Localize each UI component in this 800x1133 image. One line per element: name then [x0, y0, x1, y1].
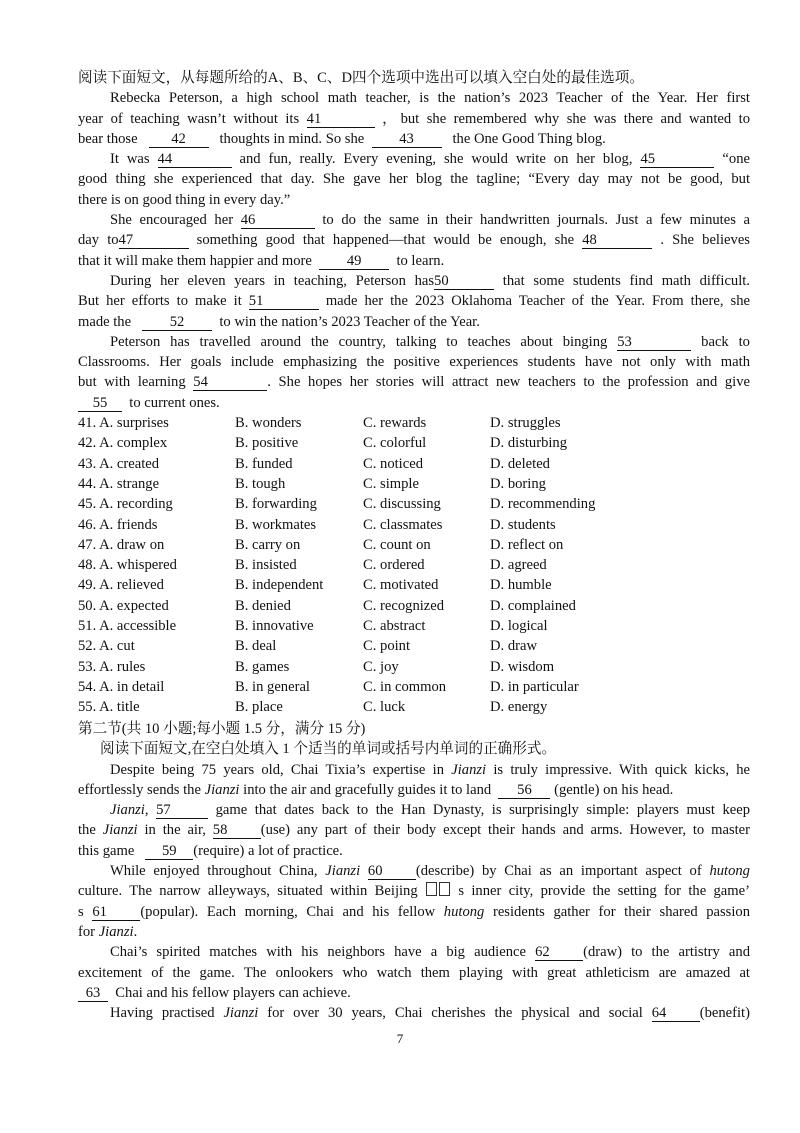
options-row-55: 55. A. title B. place C. luck D. energy [78, 699, 548, 716]
cloze-paragraph-4: During her eleven years in teaching, Peterson has50 that some students find math difficult. But her efforts to make it 51 made her the 2023 Oklahoma Teacher of the Year. From there, she made the 52 to win the nation’s 2023 Teacher of the Year. [78, 272, 750, 330]
blank-52[interactable]: 52 [142, 315, 212, 331]
blank-47[interactable]: 47 [119, 233, 189, 249]
blank-46[interactable]: 46 [241, 213, 315, 229]
section-heading: 第二节(共 10 小题;每小题 1.5 分，满分 15 分) [78, 721, 366, 737]
blank-50[interactable]: 50 [434, 274, 494, 290]
options-row-48: 48. A. whispered B. insisted C. ordered D. agreed [78, 557, 547, 574]
cloze-paragraph-5: Peterson has travelled around the country, talking to teaches about binging 53 back to Classrooms. Her goals include emphasizing the positive experiences students have not only with math but with learning 54 . She hopes her stories will attract new teachers to the profession and give 55 to current ones. [78, 333, 750, 411]
blank-54[interactable]: 54 [193, 375, 267, 391]
options-row-53: 53. A. rules B. games C. joy D. wisdom [78, 658, 555, 675]
grammar-paragraph-5: Having practised Jianzi for over 30 years, Chai cherishes the physical and social 64 (benefit) [110, 1005, 750, 1022]
blank-41[interactable]: 41 [307, 112, 375, 128]
options-row-46: 46. A. friends B. workmates C. classmates D. students [78, 516, 556, 533]
instructions: 阅读下面短文，从每题所给的A、B、C、D四个选项中选出可以填入空白处的最佳选项。 [78, 70, 644, 86]
section-instructions: 阅读下面短文,在空白处填入 1 个适当的单词或括号内单词的正确形式。 [100, 741, 557, 758]
blank-42[interactable]: 42 [149, 132, 209, 148]
blank-57[interactable]: 57 [156, 803, 208, 819]
blank-55[interactable]: 55 [78, 396, 122, 412]
grammar-section [78, 719, 750, 1023]
blank-63[interactable]: 63 [78, 986, 108, 1002]
options-row-49: 49. A. relieved B. independent C. motivated D. humble [78, 577, 552, 594]
options-row-47: 47. A. draw on B. carry on C. count on D. reflect on [78, 536, 564, 553]
cloze-paragraph-2: It was 44 and fun, really. Every evening, she would write on her blog, 45 “one good thing she experienced that day. She gave her blog the tagline; “Every day may not be good, but there is on good thing in every day.” [78, 151, 750, 208]
blank-56[interactable]: 56 [498, 783, 550, 799]
cloze-paragraph-3: She encouraged her 46 to do the same in their handwritten journals. Just a few minutes a day to47 something good that happened—that would be enough, she 48 . She believes that it will make them happier and more 49 to learn. [78, 212, 750, 269]
options-row-52: 52. A. cut B. deal C. point D. draw [78, 638, 538, 655]
garbled-glyphs [425, 883, 451, 899]
cloze-section [78, 68, 750, 718]
options-row-43: 43. A. created B. funded C. noticed D. deleted [78, 455, 550, 472]
blank-45[interactable]: 45 [640, 152, 714, 168]
blank-64[interactable]: 64 [652, 1006, 700, 1022]
grammar-paragraph-2: Jianzi, 57 game that dates back to the Han Dynasty, is surprisingly simple: players must keep the Jianzi in the air, 58 (use) any part of their body except their hands and arms. However, to master this game 59 (require) a lot of practice. [78, 802, 751, 859]
cloze-paragraph-1: Rebecka Peterson, a high school math teacher, is the nation’s 2023 Teacher of the Year. Her first year of teaching wasn’t without its 41 ，but she remembered why she was there and wanted to bear those 42 thoughts in mind. So she 43 the One Good Thing blog. [78, 90, 751, 147]
blank-62[interactable]: 62 [535, 945, 583, 961]
text-line: Rebecka Peterson, a high school math teacher, is the nation’s 2023 Teacher of the Year. Her first [110, 90, 750, 107]
options-row-44: 44. A. strange B. tough C. simple D. boring [78, 475, 546, 492]
blank-58[interactable]: 58 [213, 823, 261, 839]
grammar-paragraph-1: Despite being 75 years old, Chai Tixia’s expertise in Jianzi is truly impressive. With quick kicks, he effortlessly sends the Jianzi into the air and gracefully guides it to land 56 (gentle) on his head. [78, 761, 751, 798]
blank-44[interactable]: 44 [158, 152, 232, 168]
options-list [78, 413, 750, 717]
options-row-42: 42. A. complex B. positive C. colorful D. disturbing [78, 435, 568, 452]
blank-48[interactable]: 48 [582, 233, 652, 249]
page-number: 7 [396, 1031, 404, 1046]
options-row-45: 45. A. recording B. forwarding C. discussing D. recommending [78, 496, 596, 513]
blank-43[interactable]: 43 [372, 132, 442, 148]
blank-51[interactable]: 51 [249, 294, 319, 310]
options-row-50: 50. A. expected B. denied C. recognized D. complained [78, 597, 576, 614]
blank-49[interactable]: 49 [319, 254, 389, 270]
options-row-54: 54. A. in detail B. in general C. in common D. in particular [78, 678, 579, 695]
grammar-paragraph-3: While enjoyed throughout China, Jianzi 60 (describe) by Chai as an important aspect of hutong culture. The narrow alleyways, situated within Beijing s inner city, provide the setting for the game’ s 61 (popular). Each morning, Chai and his fellow hutong residents gather for their shared passion for Jianzi. [78, 863, 751, 940]
grammar-paragraph-4: Chai’s spirited matches with his neighbors have a big audience 62 (draw) to the artistry and excitement of the game. The onlookers who watch them playing with great athleticism are amazed at 63 Chai and his fellow players can achieve. [78, 944, 751, 1001]
blank-59[interactable]: 59 [145, 844, 193, 860]
blank-60[interactable]: 60 [368, 864, 416, 880]
blank-61[interactable]: 61 [92, 905, 140, 921]
options-row-41: 41. A. surprises B. wonders C. rewards D. struggles [78, 415, 561, 432]
blank-53[interactable]: 53 [617, 335, 691, 351]
options-row-51: 51. A. accessible B. innovative C. abstract D. logical [78, 618, 548, 635]
